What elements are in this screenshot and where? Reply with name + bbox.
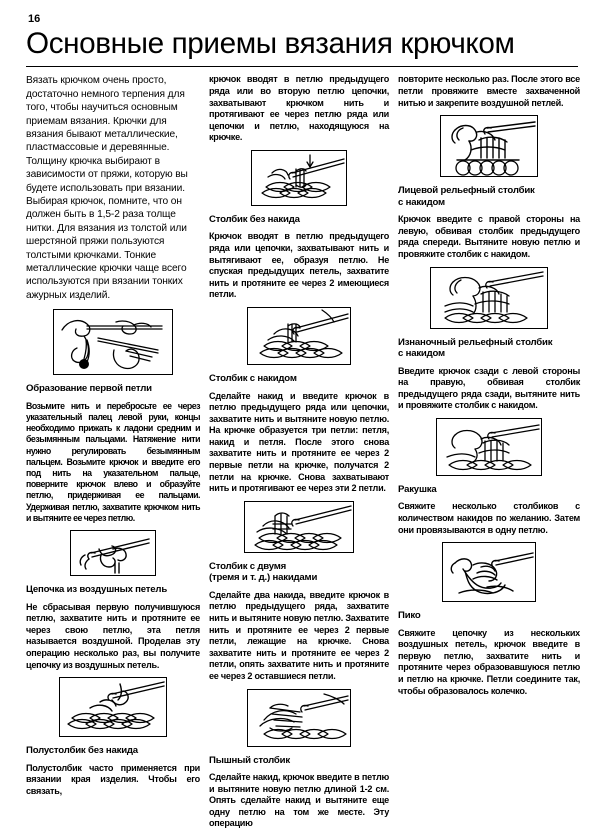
shell-illustration [443,543,536,602]
column-right [398,74,580,703]
back-post-illustration [437,419,542,476]
heading-first-loop: Образование первой петли [26,383,152,395]
heading-front-post-line-2: с накидом [398,196,445,208]
heading-back-post-line-2: с накидом [398,348,445,360]
puff-stitch-illustration [441,116,538,177]
heading-treble-crochet [209,561,389,584]
treble-crochet-illustration [248,690,351,747]
text-double-crochet: Сделайте накид и введите крючок в петлю предыдущего ряда или цепочки, захватите нить и вытяните новую петлю. На крючке образуется три петли: петля, накид и петля. После этого снова захватите нить и протяните ее через 2 первые петли на крючке, получатся 2 петли на крючке. Снова захватывают нить и протягивают ее через эти 2 петли. [209,390,389,494]
text-single-crochet: Крючок вводят в петлю предыдущего ряда или цепочки, захватывают нить и вытягивают ее, образуя петлю. Не спуская предыдущих петель, захватите нить и протяните ее через 2 имеющиеся петли. [209,231,389,300]
text-puff-stitch-continued: повторите несколько раз. После этого все петли провяжите вместе захваченной нитью и закрепите воздушной петлей. [398,74,580,108]
heading-slip-stitch: Полустолбик без накида [26,745,138,757]
heading-back-post-line-1: Изнаночный рельефный столбик [398,336,553,348]
text-chain: Не сбрасывая первую получившуюся петлю, захватите нить и протяните ее через свою петлю, эта петля называется воздушной. Проделав эту операцию несколько раз, вы получите цепочку из воздушных петель. [26,601,200,670]
heading-picot: Пико [398,610,421,622]
text-treble-crochet: Сделайте два накида, введите крючок в петлю предыдущего ряда, захватите нить и вытяните новую петлю. Захватите нить и протяните ее через 2 первые петли, лежащие на крючке. Снова захватите нить и протяните ее через 2 петли, опять захватите нить и протяните ее через 2 оставшиеся петли. [209,589,389,682]
heading-front-post [398,185,580,208]
figure-first-loop [53,309,173,375]
chain-illustration [60,678,167,737]
intro-paragraph: Вязать крючком очень просто, достаточно немного терпения для того, чтобы научиться основным приемам вязания. Крючки для вязания бывают металлические, пластмассовые и деревянные. Толщину крючка выбирают в зависимости от пряжи, которую вы будете использовать при вязании. Выбирая крючок, помните, что он должен быть в 1,5-2 раза толще нитки. Для вязания из толстой или шерстяной пряжи пользуются толстыми крючками. Тонкие металлические крючки чаще всего используются при вязании тонких ажурных изделий. [26,75,188,301]
text-front-post: Крючок введите с правой стороны на левую, обвивая столбик предыдущего ряда спереди. Вытяните новую петлю и провяжите столбик с накидом. [398,214,580,259]
pull-loop-illustration [71,531,156,576]
figure-puff-stitch [440,115,538,177]
figure-double-crochet [244,501,354,553]
figure-single-crochet [247,307,351,365]
text-slip-stitch: Полустолбик часто применяется при вязании края изделия. Чтобы его связать, [26,762,200,796]
first-loop-illustration [54,310,173,375]
text-back-post: Введите крючок сзади с левой стороны на правую, обвивая столбик предыдущего ряда сзади, вытяните нить и провяжите столбик с накидом. [398,365,580,411]
double-crochet-illustration [245,502,354,553]
three-column-layout [26,74,580,829]
figure-front-post [430,267,548,329]
figure-half-double [251,150,347,206]
heading-double-crochet: Столбик с накидом [209,373,297,385]
figure-shell [442,542,536,602]
figure-pull-loop [70,530,156,576]
page-number: 16 [28,13,41,25]
heading-chain: Цепочка из воздушных петель [26,584,168,596]
text-picot: Свяжите цепочку из нескольких воздушных петель, крючок введите в первую петлю, захватите нить и протяните через образовавшуюся петлю и петлю на крючке. Петли соедините так, чтобы образовалось колечко. [398,627,580,696]
figure-chain [59,677,167,737]
heading-back-post [398,337,580,360]
front-post-illustration [431,268,548,329]
title-divider [26,66,578,67]
single-crochet-illustration [248,308,351,365]
heading-puff-stitch: Пышный столбик [209,754,290,766]
text-shell: Свяжите несколько столбиков с количеством накидов по желанию. Затем они провязываются в одну петлю. [398,501,580,535]
text-first-loop: Возьмите нить и перебросьте ее через указательный палец левой руки, концы необходимо прижать к ладони средним и безымянным пальцами. Натяжение нити нужно регулировать безымянным пальцем. Возьмите крючок и введите его под нить на указательном пальце, поверните крючок влево и образуйте петлю, придерживая ее пальцами. Удерживая петлю, захватите крючком нить и вытяните ее через петлю. [26,400,200,523]
text-puff-stitch: Сделайте накид, крючок введите в петлю и вытяните новую петлю длиной 1-2 см. Опять сделайте накид и вытяните еще одну петлю на том же месте. Эту операцию [209,772,389,829]
half-double-illustration [252,151,347,206]
heading-shell: Ракушка [398,483,437,495]
heading-treble-line-2: (тремя и т. д.) накидами [209,572,318,584]
heading-single-crochet: Столбик без накида [209,213,300,225]
heading-treble-line-1: Столбик с двумя [209,560,287,572]
column-middle [209,74,389,836]
figure-back-post [436,418,542,476]
heading-front-post-line-1: Лицевой рельефный столбик [398,185,535,197]
page-title: Основные приемы вязания крючком [26,27,515,60]
figure-treble-crochet [247,689,351,747]
text-slip-stitch-continued: крючок вводят в петлю предыдущего ряда или во вторую петлю цепочки, захватывают крючком нить и протягивают ее через петлю ряда или цепочки и петлю, находящуюся на крючке. [209,74,389,143]
column-left [26,74,200,803]
